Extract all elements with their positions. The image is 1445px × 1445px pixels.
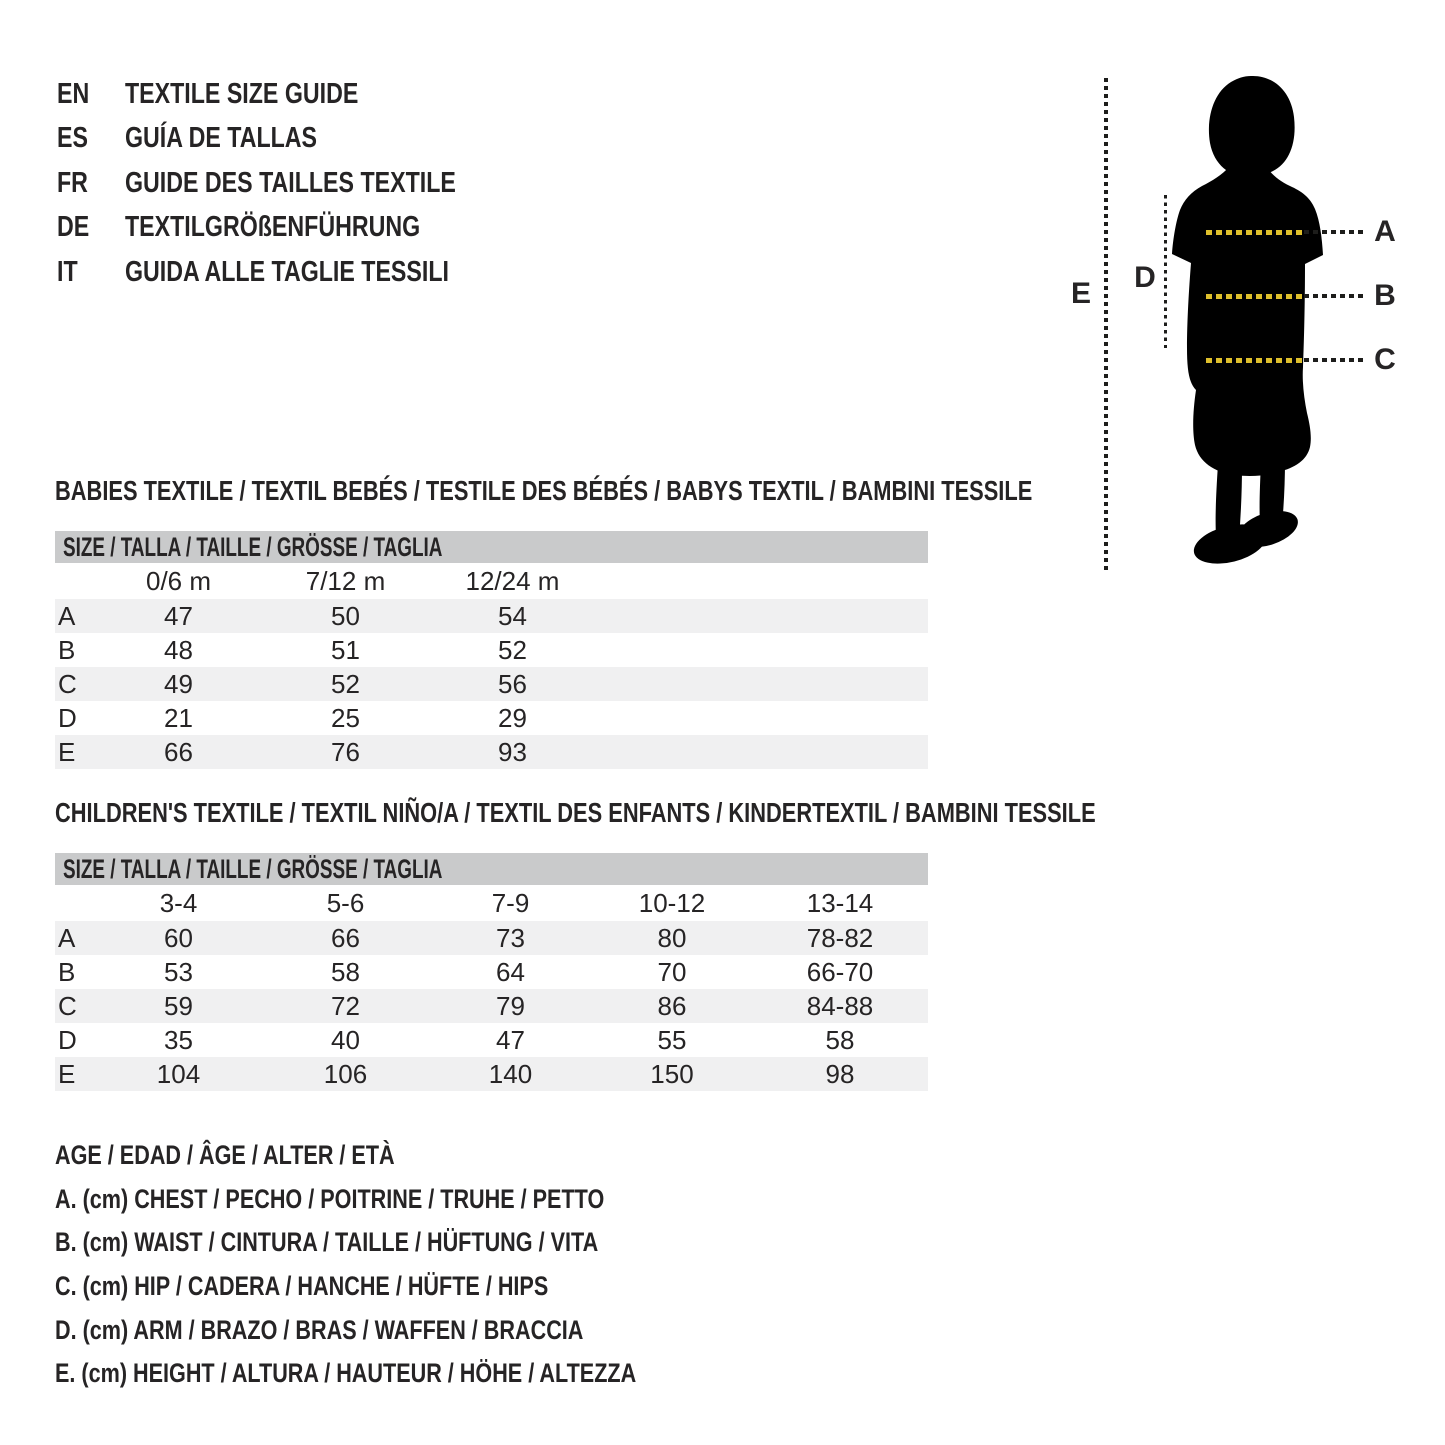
table-row	[55, 955, 928, 989]
size-value: 48	[164, 634, 193, 665]
babies-rows	[55, 599, 928, 769]
size-value: 58	[825, 1024, 855, 1055]
size-value: 150	[650, 1058, 694, 1089]
legend-line	[55, 1308, 781, 1352]
waist-dash-yellow	[1206, 294, 1302, 299]
legend-line	[55, 1178, 781, 1222]
size-value: 25	[331, 702, 360, 733]
size-value: 76	[331, 736, 360, 767]
size-value: 59	[164, 990, 193, 1021]
size-value: 53	[164, 956, 193, 987]
language-title-wrap	[125, 167, 539, 200]
language-row	[57, 117, 539, 162]
legend-line-text: D. (cm) ARM / BRAZO / BRAS / WAFFEN / BRACCIA	[55, 1314, 584, 1345]
language-title-list	[57, 72, 539, 295]
language-code: IT	[57, 255, 78, 288]
chest-dash-yellow	[1206, 230, 1302, 235]
row-label: C	[58, 990, 77, 1021]
size-value: 140	[488, 1058, 533, 1089]
language-title: GUIDA ALLE TAGLIE TESSILI	[125, 255, 449, 288]
column-header: 7-9	[491, 887, 530, 918]
figure-label-b: B	[1374, 279, 1396, 312]
legend-line-text: C. (cm) HIP / CADERA / HANCHE / HÜFTE / HIPS	[55, 1271, 549, 1302]
size-value: 35	[164, 1024, 193, 1055]
legend-line	[55, 1352, 781, 1396]
size-value: 40	[331, 1024, 360, 1055]
size-value: 52	[331, 668, 360, 699]
size-value: 47	[164, 600, 193, 631]
table-row	[55, 667, 928, 701]
column-header: 10-12	[638, 887, 706, 918]
children-size-bar-text: SIZE / TALLA / TAILLE / GRÖSSE / TAGLIA	[63, 853, 443, 884]
language-title: GUÍA DE TALLAS	[125, 122, 318, 155]
children-rows	[55, 921, 928, 1091]
size-value: 106	[323, 1058, 368, 1089]
size-value: 60	[164, 922, 193, 953]
size-value: 98	[825, 1058, 855, 1089]
table-row	[55, 599, 928, 633]
children-column-header-row	[55, 885, 928, 921]
figure-label-e: E	[1070, 277, 1091, 310]
child-silhouette	[1158, 74, 1348, 574]
size-value: 50	[331, 600, 360, 631]
babies-column-header-row	[55, 563, 928, 599]
table-row	[55, 633, 928, 667]
children-size-table	[55, 853, 928, 1091]
table-row	[55, 701, 928, 735]
figure-label-a: A	[1374, 215, 1396, 248]
table-row	[55, 989, 928, 1023]
language-title-wrap	[125, 211, 494, 244]
language-title: TEXTILGRÖßENFÜHRUNG	[125, 211, 421, 244]
column-header: 3-4	[159, 887, 198, 918]
table-row	[55, 921, 928, 955]
size-value: 49	[164, 668, 193, 699]
waist-dash-black	[1304, 294, 1364, 298]
language-row	[57, 206, 539, 251]
language-title-wrap	[125, 78, 417, 111]
children-section-heading	[55, 799, 1389, 827]
column-header: 7/12 m	[305, 565, 386, 596]
row-label: B	[58, 634, 76, 665]
legend-line	[55, 1265, 781, 1309]
row-label: C	[58, 668, 77, 699]
children-section-heading-text: CHILDREN'S TEXTILE / TEXTIL NIÑO/A / TEXTIL DES ENFANTS / KINDERTEXTIL / BAMBINI TESSILE	[55, 797, 1096, 828]
table-row	[55, 1057, 928, 1091]
size-value: 29	[498, 702, 527, 733]
language-code: ES	[57, 122, 88, 155]
language-code: DE	[57, 211, 90, 244]
language-title-wrap	[125, 256, 530, 289]
language-code: FR	[57, 166, 88, 199]
legend-line	[55, 1221, 781, 1265]
size-value: 66-70	[806, 956, 874, 987]
legend-line-text: E. (cm) HEIGHT / ALTURA / HAUTEUR / HÖHE / ALTEZZA	[55, 1358, 637, 1389]
language-code-wrap	[57, 122, 125, 155]
size-value: 47	[496, 1024, 525, 1055]
language-row	[57, 161, 539, 206]
legend-line-text: B. (cm) WAIST / CINTURA / TAILLE / HÜFTUNG / VITA	[55, 1227, 599, 1258]
legend-line-text: AGE / EDAD / ÂGE / ALTER / ETÀ	[55, 1140, 395, 1171]
language-code: EN	[57, 77, 90, 110]
language-code-wrap	[57, 256, 125, 289]
size-value: 64	[496, 956, 525, 987]
hip-dash-black	[1304, 358, 1364, 362]
size-value: 73	[496, 922, 525, 953]
figure-label-c: C	[1374, 343, 1396, 376]
column-header: 12/24 m	[465, 565, 560, 596]
row-label: B	[58, 956, 76, 987]
size-value: 21	[164, 702, 193, 733]
size-value: 66	[164, 736, 193, 767]
language-title: TEXTILE SIZE GUIDE	[125, 77, 359, 110]
size-value: 80	[657, 922, 687, 953]
table-row	[55, 735, 928, 769]
row-label: E	[58, 736, 76, 767]
size-value: 56	[498, 668, 527, 699]
babies-size-bar	[55, 531, 928, 563]
babies-size-bar-text: SIZE / TALLA / TAILLE / GRÖSSE / TAGLIA	[63, 531, 443, 562]
language-title: GUIDE DES TAILLES TEXTILE	[125, 166, 456, 199]
size-value: 86	[657, 990, 687, 1021]
size-value: 79	[496, 990, 525, 1021]
size-value: 52	[498, 634, 527, 665]
language-code-wrap	[57, 211, 125, 244]
measurement-legend	[55, 1134, 781, 1396]
size-value: 84-88	[806, 990, 874, 1021]
figure-label-d: D	[1134, 261, 1156, 294]
size-value: 70	[657, 956, 687, 987]
babies-section-heading-text: BABIES TEXTILE / TEXTIL BEBÉS / TESTILE DES BÉBÉS / BABYS TEXTIL / BAMBINI TESSILE	[55, 475, 1033, 506]
table-row	[55, 1023, 928, 1057]
row-label: E	[58, 1058, 76, 1089]
size-value: 93	[498, 736, 527, 767]
size-value: 78-82	[806, 922, 874, 953]
size-value: 72	[331, 990, 360, 1021]
children-size-bar	[55, 853, 928, 885]
language-code-wrap	[57, 167, 125, 200]
row-label: D	[58, 1024, 77, 1055]
babies-section-heading	[55, 477, 1308, 505]
row-label: D	[58, 702, 77, 733]
size-value: 66	[331, 922, 360, 953]
language-row	[57, 250, 539, 295]
babies-size-table	[55, 531, 928, 769]
size-value: 51	[331, 634, 360, 665]
legend-line	[55, 1134, 781, 1178]
language-title-wrap	[125, 122, 365, 155]
row-label: A	[58, 922, 76, 953]
size-value: 104	[156, 1058, 201, 1089]
language-row	[57, 72, 539, 117]
hip-dash-yellow	[1206, 358, 1302, 363]
column-header: 13-14	[806, 887, 874, 918]
row-label: A	[58, 600, 76, 631]
column-header: 5-6	[326, 887, 365, 918]
size-value: 54	[498, 600, 527, 631]
legend-line-text: A. (cm) CHEST / PECHO / POITRINE / TRUHE / PETTO	[55, 1183, 605, 1214]
size-value: 58	[331, 956, 360, 987]
column-header: 0/6 m	[145, 565, 212, 596]
size-value: 55	[657, 1024, 687, 1055]
language-code-wrap	[57, 78, 125, 111]
chest-dash-black	[1304, 230, 1364, 234]
